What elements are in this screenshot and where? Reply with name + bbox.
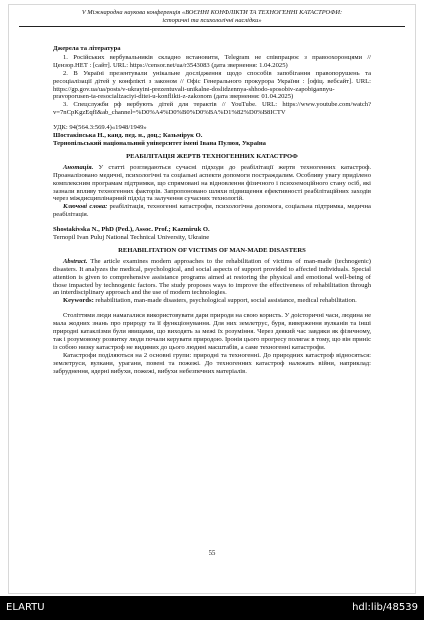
en-affiliation: Ternopil Ivan Puluj National Technical University, Ukraine	[53, 234, 210, 242]
en-keywords-text: rehabilitation, man-made disasters, psychological support, social assistance, medical rehabilitation.	[93, 297, 357, 305]
body-paragraph: Століттями люди намагалися використовувати дари природи на свою користь. У доісторичні часи, людина не мала жодних знань про природу та її функціонування. Для них землетрус, буря, виверження вулканів та інші природні катаклізми були явищами, що виходять за межі їх розуміння. Через деякий час завдяки як фізичному, так і розумовому розвитку люди почали керувати природою. Іронія цього прогресу полягає в тому, що він приніс із собою низку катастроф не видимих до цього людині масштабів, а саме техногенні катастрофи.	[53, 312, 371, 351]
footer-handle-label: hdl:lib/48539	[352, 602, 418, 613]
ua-authors: Шостаківська Н., канд. пед. н., доц.; Казьмірук О.	[53, 132, 203, 140]
en-abstract-label: Abstract.	[63, 257, 88, 265]
reference-item: 2. В Україні презентували унікальне дослідження щодо способів запобігання правопорушень та ресоціалізації дітей у конфлікті з законом // Офіс Генерального прокурора України : [офіц. вебсайт]. URL: https://gp.gov.ua/ua/posts/v-ukrayini-prezentuvali-unikalne-doslidzennya-shhodo-sposobiv-zapobigannyu-pravoporusen-ta-resocializaciyi-ditei-u-konflikti-z-zakonom (дата звернення: 01.04.2025)	[53, 69, 371, 101]
body-paragraph: Катастрофи поділяються на 2 основні групи: природні та техногенні. До природних катастроф відносяться: землетруси, вулкани, урагани, повені та пожежі. До техногенних катастроф належать війни, наприклад: забруднення, ядерні вибухи, пожежі, вибухи небезпечних матеріалів.	[53, 351, 371, 375]
ua-abstract	[53, 164, 371, 204]
ua-keywords-label: Ключові слова:	[63, 203, 108, 211]
document-page	[8, 4, 416, 594]
en-abstract	[53, 258, 371, 298]
reference-item: 1. Російських вербувальників складно встановити, Telegram не співпрацює з правоохоронцями // Цензор.НЕТ : [сайт]. URL: https://censor.net/ua/r3543083 (дата звернення: 1.04.2025)	[53, 53, 371, 69]
ua-keywords	[53, 203, 371, 219]
references-title: Джерела та література	[53, 45, 121, 52]
reference-item: 3. Спецслужби рф вербують дітей для терактів // YouTube. URL: https://www.youtube.com/watch?v=7nCpKgzEqfI&ab_channel=%D0%A4%D0%B0%D0%BA%D1%82%D0%B8ICTV	[53, 101, 371, 117]
header-line-1: V Міжнародна наукова конференція «ВОЄННІ КОНФЛІКТИ ТА ТЕХНОГЕННІ КАТАСТРОФИ:	[81, 9, 343, 16]
ua-abstract-text: У статті розглядаються сучасні підходи до реабілітації жертв техногенних катастроф. Проаналізовано медичні, психологічні та соціальні аспекти допомоги постраждалим. Особливу увагу приділено комплексним програмам підтримки, що спрямовані на відновлення фізичного і психоемоційного стану осіб, які зазнали впливу техногенних факторів. Запропоновано шляхи підвищення ефективності реабілітаційних заходів через міждисциплінарний підхід та залучення сучасних технологій.	[53, 163, 371, 203]
en-authors: Shostakivska N., PhD (Ped.), Assoc. Prof.; Kazmiruk O.	[53, 226, 210, 234]
en-article-title: REHABILITATION OF VICTIMS OF MAN-MADE DISASTERS	[118, 246, 306, 254]
ua-affiliation: Тернопільський національний університет імені Івана Пулюя, Україна	[53, 139, 266, 147]
ua-article-title: РЕАБІЛІТАЦІЯ ЖЕРТВ ТЕХНОГЕННИХ КАТАСТРОФ	[126, 152, 298, 160]
udc-code: УДК: 94(564.3:569.4)«1948/1949»	[53, 124, 147, 132]
running-header	[19, 9, 405, 27]
en-keywords-label: Keywords:	[63, 297, 94, 305]
en-abstract-text: The article examines modern approaches to the rehabilitation of victims of man-made (technogenic) disasters. It analyzes the medical, psychological, and social aspects of support provided to affected individuals. Special attention is given to comprehensive assistance programs aimed at restoring the physical and emotional well-being of those impacted by technogenic factors. The study proposes ways to improve the effectiveness of rehabilitation through an interdisciplinary approach and the use of modern technologies.	[53, 257, 371, 297]
ua-keywords-text: реабілітація, техногенні катастрофи, психологічна допомога, соціальна підтримка, медична реабілітація.	[53, 203, 371, 219]
page-number: 55	[208, 550, 216, 557]
header-line-2: історичні та психологічні наслідки»	[162, 16, 262, 24]
en-keywords	[53, 297, 371, 305]
footer-bar	[0, 596, 424, 620]
ua-abstract-label: Анотація.	[63, 163, 94, 171]
page-content	[53, 45, 371, 376]
footer-repository-label: ELARTU	[6, 602, 45, 613]
